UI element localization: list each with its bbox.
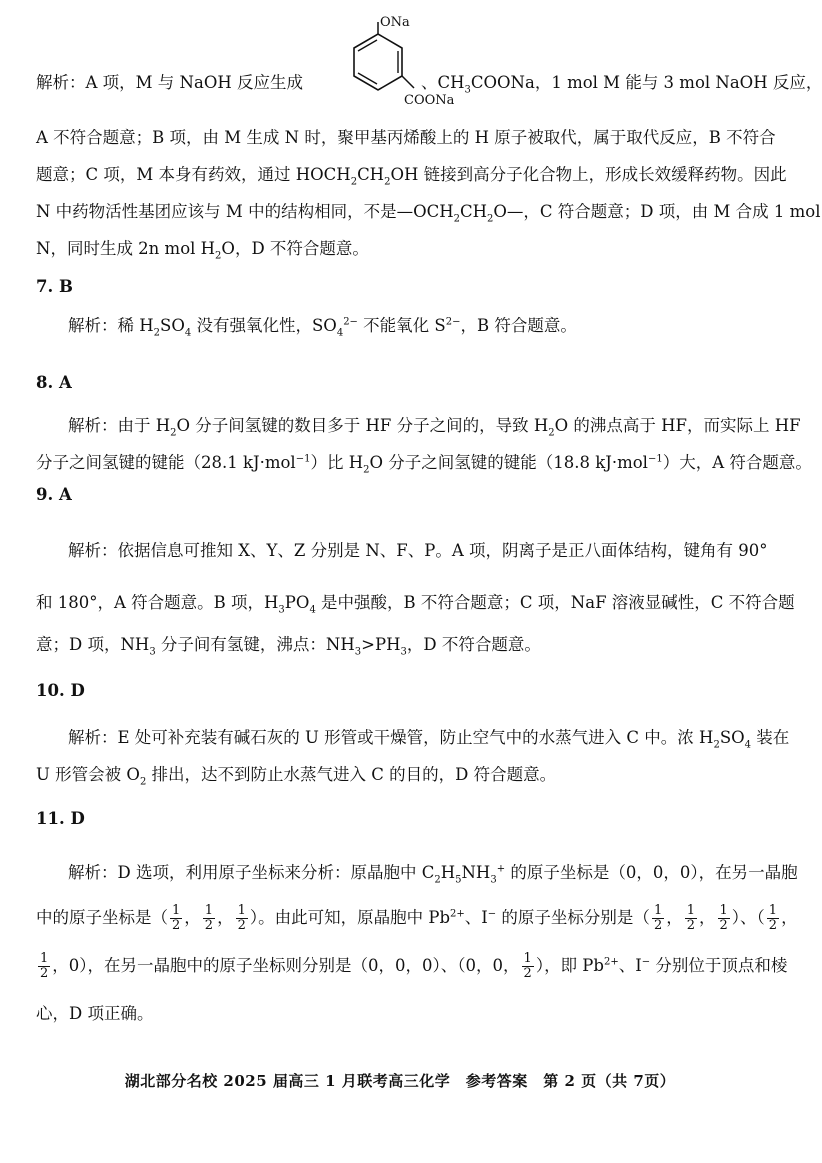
- text: 装在: [751, 728, 790, 747]
- fraction: [652, 904, 664, 933]
- text: COONa，1 mol M 能与 3 mol NaOH 反应，: [470, 73, 822, 92]
- subscript: 2: [548, 427, 555, 439]
- text: ，: [666, 908, 683, 927]
- text: 分别位于顶点和棱: [650, 956, 788, 975]
- subscript: 3: [149, 646, 156, 658]
- text: O，D 不符合题意。: [221, 239, 369, 258]
- text: 题意；C 项，M 本身有药效，通过 HOCH: [36, 165, 351, 184]
- q11-line-3: [36, 951, 788, 981]
- text: ）、（: [731, 908, 765, 927]
- superscript: −: [487, 908, 497, 920]
- text: U 形管会被 O: [36, 765, 140, 784]
- superscript: +: [496, 863, 506, 875]
- denominator: 2: [719, 918, 728, 933]
- fraction: [718, 904, 730, 933]
- text: ，: [781, 908, 798, 927]
- text: A 不符合题意；B 项，由 M 生成 N 时，聚甲基丙烯酸上的 H 原子被取代，属于取代反应，B 不符合: [36, 128, 776, 147]
- subscript: 4: [744, 739, 752, 751]
- text: 解析：E 处可补充装有碱石灰的 U 形管或干燥管，防止空气中的水蒸气进入 C 中。浓 H: [68, 728, 714, 747]
- text: 解析：A 项，M 与 NaOH 反应生成: [36, 73, 303, 92]
- text: 分子之间氢键的键能（28.1 kJ·mol: [36, 453, 296, 472]
- text: 、I: [464, 908, 488, 927]
- subscript: 2: [363, 464, 370, 476]
- text: ，D 不符合题意。: [406, 635, 541, 654]
- subscript: 3: [278, 604, 285, 616]
- q8-line-2: [36, 452, 812, 476]
- text: O 分子间氢键的数目多于 HF 分子之间的，导致 H: [176, 416, 549, 435]
- subscript: 4: [309, 604, 316, 616]
- text: 意；D 项，NH: [36, 635, 150, 654]
- q8-number: 8. A: [36, 373, 72, 392]
- q11-line-2: [36, 903, 798, 933]
- text: >PH: [361, 635, 401, 654]
- q10-number: 10. D: [36, 681, 85, 700]
- numerator: 1: [523, 951, 532, 966]
- page-footer: 湖北部分名校 2025 届高三 1 月联考高三化学 参考答案 第 2 页（共 7页）: [124, 1072, 676, 1090]
- q6-line-5: [36, 238, 770, 260]
- text: 解析：依据信息可推知 X、Y、Z 分别是 N、F、P。A 项，阴离子是正八面体结构，键角有 90°: [68, 541, 768, 560]
- subscript: 2: [153, 327, 161, 339]
- fraction: [522, 952, 534, 981]
- superscript: −1: [647, 453, 663, 465]
- q7-number: 7. B: [36, 277, 73, 296]
- denominator: 2: [204, 918, 214, 933]
- superscript: 2+: [450, 908, 465, 920]
- text: 、I: [618, 956, 642, 975]
- q11-line-1: [68, 862, 798, 886]
- text: 不能氧化 S: [357, 316, 446, 335]
- text: ，B 符合题意。: [460, 316, 577, 335]
- text: 、CH: [420, 73, 465, 92]
- text: SO: [719, 728, 745, 747]
- numerator: 1: [172, 903, 181, 918]
- subscript: 2: [713, 739, 720, 751]
- fraction: [767, 904, 779, 933]
- denominator: 2: [686, 918, 695, 933]
- text: O—，C 符合题意；D 项，由 M 合成 1 mol: [493, 202, 821, 221]
- q7-analysis: [68, 315, 770, 337]
- numerator: 1: [686, 903, 695, 918]
- subscript: 4: [184, 327, 192, 339]
- denominator: 2: [653, 918, 663, 933]
- superscript: −1: [295, 453, 311, 465]
- denominator: 2: [768, 918, 778, 933]
- q11-line-4: [36, 1003, 770, 1025]
- text: N 中药物活性基团应该与 M 中的结构相同，不是—OCH: [36, 202, 454, 221]
- coona-label: COONa: [404, 93, 455, 108]
- q10-line-2: [36, 764, 770, 786]
- numerator: 1: [204, 903, 214, 918]
- q8-line-1: [68, 415, 801, 439]
- q9-line-3: [36, 634, 770, 656]
- superscript: 2+: [603, 956, 619, 968]
- subscript: 4: [336, 327, 344, 339]
- superscript: −: [641, 956, 651, 968]
- text: 分子间有氢键，沸点：NH: [155, 635, 355, 654]
- text: 中的原子坐标是（: [36, 908, 168, 927]
- subscript: 2: [434, 874, 441, 886]
- denominator: 2: [523, 966, 532, 981]
- numerator: 1: [719, 903, 728, 918]
- text: ，: [699, 908, 716, 927]
- text: CH: [357, 165, 385, 184]
- subscript: 2: [453, 213, 460, 225]
- text: O 的沸点高于 HF，而实际上 HF: [554, 416, 801, 435]
- text: ），即 Pb: [535, 956, 604, 975]
- numerator: 1: [768, 903, 778, 918]
- denominator: 2: [40, 966, 49, 981]
- q11-number: 11. D: [36, 809, 85, 828]
- fraction: [38, 952, 50, 981]
- subscript: 2: [384, 176, 391, 188]
- text: ，: [217, 908, 234, 927]
- text: ，0），在另一晶胞中的原子坐标则分别是（0，0，0）、（0，0，: [52, 956, 520, 975]
- text: ）比 H: [310, 453, 364, 472]
- subscript: 5: [455, 874, 462, 886]
- subscript: 3: [464, 84, 471, 96]
- fraction: [685, 904, 697, 933]
- subscript: 2: [215, 250, 222, 262]
- text: SO: [160, 316, 185, 335]
- text: 没有强氧化性，SO: [191, 316, 337, 335]
- fraction: [170, 904, 182, 933]
- subscript: 2: [139, 776, 147, 788]
- text: 排出，达不到防止水蒸气进入 C 的目的，D 符合题意。: [146, 765, 557, 784]
- q9-number: 9. A: [36, 485, 72, 504]
- text: ，: [184, 908, 201, 927]
- q6-line-1: [36, 72, 822, 96]
- subscript: 3: [400, 646, 407, 658]
- text: H: [440, 863, 456, 882]
- text: 的原子坐标分别是（: [496, 908, 650, 927]
- text: 解析：由于 H: [68, 416, 171, 435]
- q10-line-1: [68, 727, 790, 751]
- fraction: [203, 904, 215, 933]
- q9-line-2: [36, 592, 795, 616]
- text: 解析：稀 H: [68, 316, 154, 335]
- fraction: [236, 904, 248, 933]
- text: ）。由此可知，原晶胞中 Pb: [249, 908, 451, 927]
- q6-line-2: [36, 127, 776, 149]
- numerator: 1: [237, 903, 246, 918]
- denominator: 2: [237, 918, 246, 933]
- text: 解析：D 选项，利用原子坐标来分析：原晶胞中 C: [68, 863, 435, 882]
- text: N，同时生成 2n mol H: [36, 239, 216, 258]
- subscript: 2: [487, 213, 494, 225]
- text: OH 链接到高分子化合物上，形成长效缓释药物。因此: [390, 165, 787, 184]
- subscript: 3: [354, 646, 362, 658]
- subscript: 3: [490, 874, 497, 886]
- superscript: 2−: [343, 316, 358, 328]
- text: 和 180°，A 符合题意。B 项，H: [36, 593, 279, 612]
- text: CH: [459, 202, 487, 221]
- q6-line-3: [36, 164, 787, 188]
- ona-label: ONa: [380, 15, 410, 30]
- subscript: 2: [350, 176, 358, 188]
- denominator: 2: [172, 918, 181, 933]
- numerator: 1: [40, 951, 49, 966]
- text: 是中强酸，B 不符合题意；C 项，NaF 溶液显碱性，C 不符合题: [315, 593, 795, 612]
- numerator: 1: [653, 903, 663, 918]
- text: 心，D 项正确。: [36, 1004, 154, 1023]
- subscript: 2: [170, 427, 177, 439]
- text: O 分子之间氢键的键能（18.8 kJ·mol: [369, 453, 648, 472]
- q9-line-1: [68, 540, 770, 562]
- text: 的原子坐标是（0，0，0），在另一晶胞: [505, 863, 798, 882]
- superscript: 2−: [445, 316, 461, 328]
- text: PO: [284, 593, 310, 612]
- text: NH: [461, 863, 491, 882]
- text: ）大，A 符合题意。: [662, 453, 812, 472]
- sodium-salicylate-structure: [318, 15, 455, 118]
- q6-line-4: [36, 201, 821, 225]
